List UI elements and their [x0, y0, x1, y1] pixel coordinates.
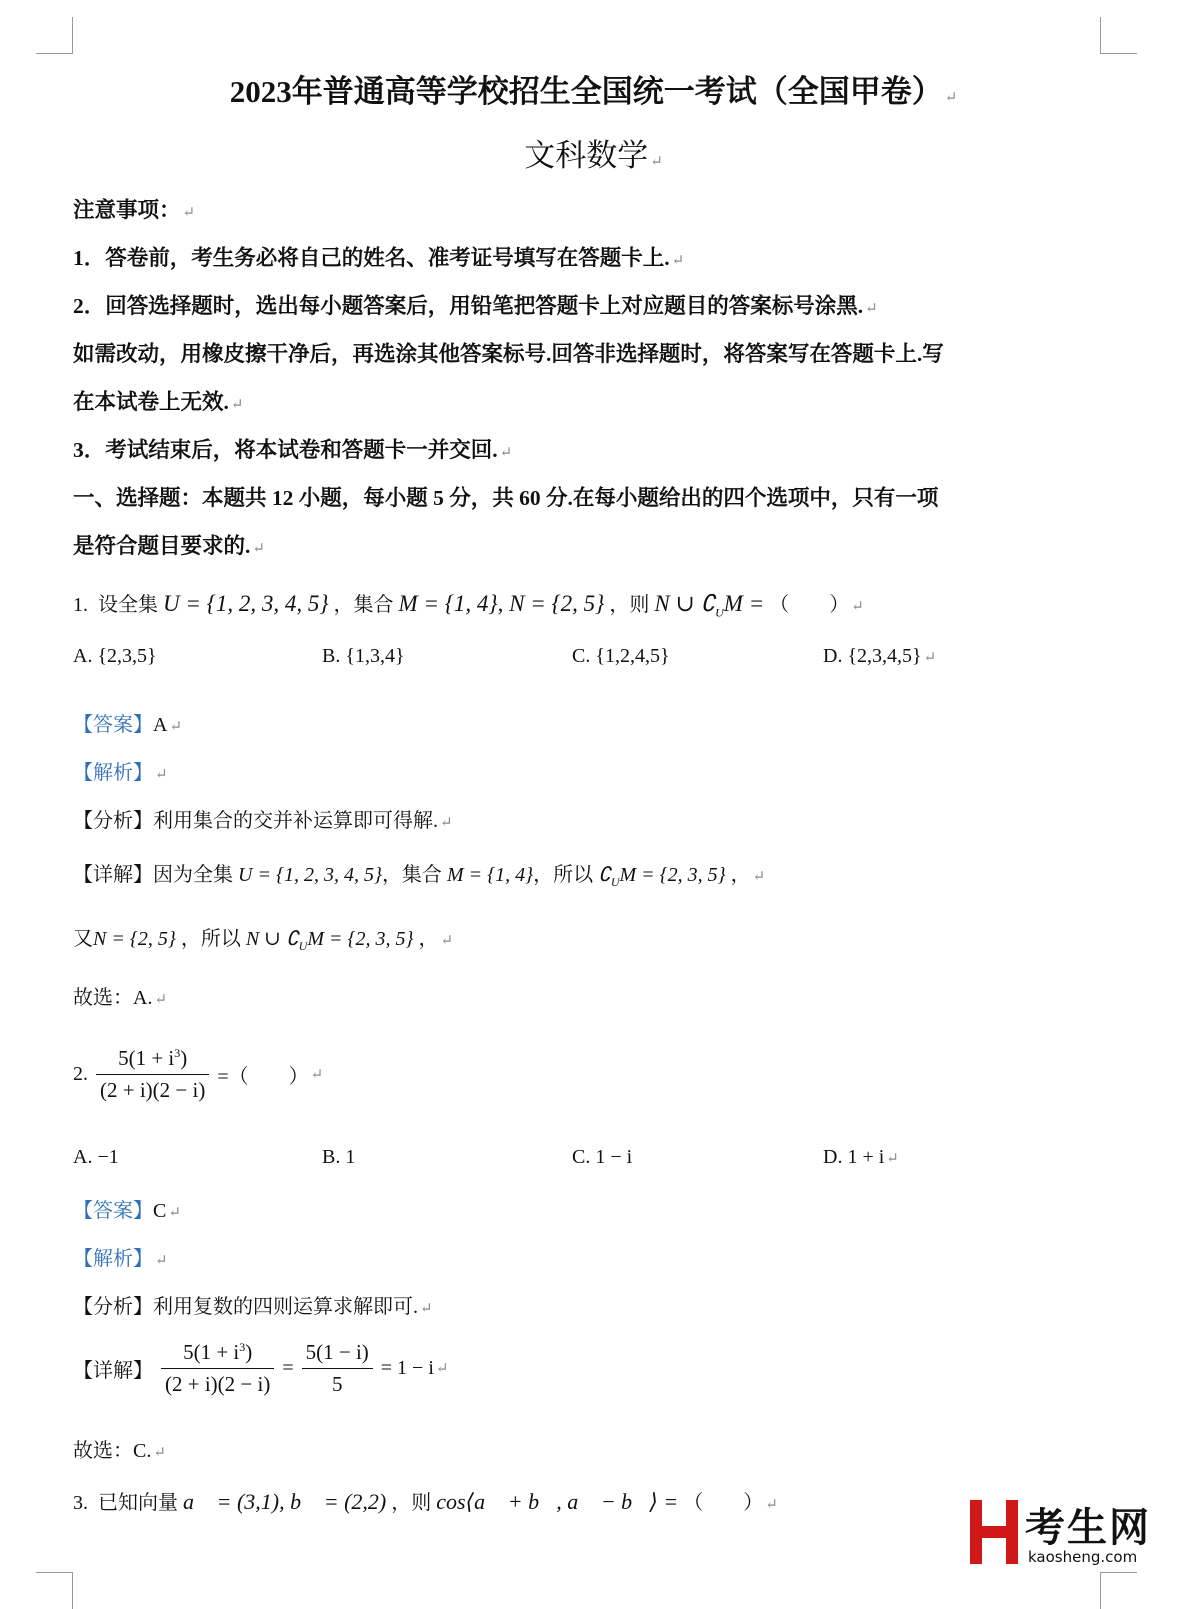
question-1-choice-b: B. {1,3,4}	[322, 645, 405, 667]
question-1-xiangjie-line-2: 又N = {2, 5} ，所以 N ∪ $∁_UM = \{2$, 3, 5} ， ↵	[73, 928, 454, 953]
question-2-choice-c: C. 1 − i	[572, 1146, 633, 1168]
question-1-answer: 【答案】A ↵	[73, 714, 183, 736]
question-1-xiangjie: 【详解】因为全集 U = {1, 2, 3, 4, 5}，集合 M = {1, 4}，所以 $∁_UM = \{2$, 3, 5} ， ↵	[73, 864, 766, 889]
question-2-stem: 2. $\frac{5(1 + i^3)}{(2 + i)(2 - i)}$ =（ ） ↵	[73, 1046, 324, 1102]
question-2-choice-a: A. −1	[73, 1146, 119, 1168]
question-1-choice-d: D. {2,3,4,5} ↵	[823, 645, 937, 667]
question-2-fenxi: 【分析】利用复数的四则运算求解即可. ↵	[73, 1296, 433, 1318]
question-1-choice-c: C. {1,2,4,5}	[572, 645, 670, 667]
question-1-choice-a: A. {2,3,5}	[73, 645, 157, 667]
crop-mark-top-right	[1100, 17, 1137, 54]
kaosheng-brand: 考生网	[1025, 1505, 1151, 1551]
question-1-fenxi: 【分析】利用集合的交并补运算即可得解. ↵	[73, 810, 453, 832]
section-heading-line-1: 一、选择题：本题共 12 小题，每小题 5 分，共 60 分.在每小题给出的四个选项中，只有一项	[73, 486, 939, 510]
crop-mark-bottom-left	[36, 1572, 73, 1609]
question-2-xiangjie: 【详解】 $\frac{5(1 + i^3)}{(2 + i)(2 - i)}$ = $\frac{5(1 - i)}{5}$ = 1 − i ↵	[73, 1340, 449, 1396]
notice-item-3: 3．考试结束后，将本试卷和答题卡一并交回. ↵	[73, 438, 513, 462]
question-1-stem: 1. 设全集 U = {1, 2, 3, 4, 5} ，集合 M = {1, 4}, N = {2, 5} ，则 N ∪ $∁_UM$ = （ ） ↵	[73, 591, 864, 620]
page-subtitle: 文科数学 ↵	[524, 138, 663, 173]
question-2-choice-d: D. 1 + i ↵	[823, 1146, 899, 1168]
notice-item-2-cont-1: 如需改动，用橡皮擦干净后，再选涂其他答案标号.回答非选择题时，将答案写在答题卡上.写	[73, 342, 944, 366]
notice-item-1: 1．答卷前，考生务必将自己的姓名、准考证号填写在答题卡上. ↵	[73, 246, 685, 270]
section-heading-line-2: 是符合题目要求的. ↵	[73, 534, 265, 558]
notice-heading: 注意事项： ↵	[73, 198, 196, 222]
question-1-analysis-tag: 【解析】 ↵	[73, 762, 168, 784]
crop-mark-top-left	[36, 17, 73, 54]
question-2-fraction: $\frac{5(1 + i^3)}{(2 + i)(2 - i)}$	[96, 1046, 209, 1103]
kaosheng-url: kaosheng.com	[1028, 1548, 1138, 1566]
kaosheng-logo-icon	[970, 1500, 1018, 1564]
page-title: 2023年普通高等学校招生全国统一考试（全国甲卷） ↵	[229, 74, 958, 109]
question-2-detail-fraction-1: $\frac{5(1 + i^3)}{(2 + i)(2 - i)}$	[161, 1340, 274, 1397]
notice-item-2: 2．回答选择题时，选出每小题答案后，用铅笔把答题卡上对应题目的答案标号涂黑. ↵	[73, 294, 878, 318]
question-2-analysis-tag: 【解析】 ↵	[73, 1248, 168, 1270]
question-2-final: 故选：C. ↵	[73, 1440, 166, 1462]
question-2-detail-fraction-2: $\frac{5(1 - i)}{5}$	[302, 1340, 373, 1397]
question-1-final: 故选：A. ↵	[73, 987, 168, 1009]
question-2-choice-b: B. 1	[322, 1146, 356, 1168]
question-2-answer: 【答案】C ↵	[73, 1200, 181, 1222]
question-3-stem: 3. 已知向量 a⃗ = (3,1), b⃗ = (2,2) ，则 cos⟨a⃗ + b⃗, a⃗ − b⃗⟩ = （ ） ↵	[73, 1489, 778, 1514]
kaosheng-logo	[970, 1498, 1170, 1578]
notice-item-2-cont-2: 在本试卷上无效. ↵	[73, 390, 244, 414]
